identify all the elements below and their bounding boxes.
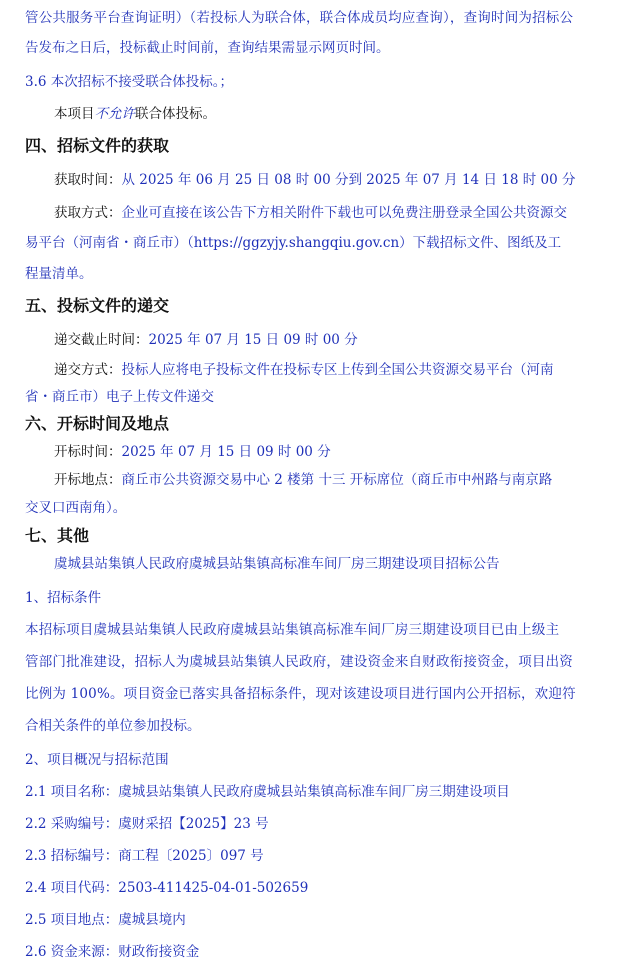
label: 开标时间： [54,444,122,460]
value: 2025 年 07 月 15 日 09 时 00 分 [148,332,358,348]
list-item: 2.1 项目名称：虞城县站集镇人民政府虞城县站集镇高标准车间厂房三期建设项目 [25,784,510,800]
list-item: 2.6 资金来源：财政衔接资金 [25,944,200,960]
obtain-time [54,170,626,190]
text-line: 管公共服务平台查询证明）（若投标人为联合体，联合体成员均应查询），查询时间为招标公 [25,10,574,26]
label: 获取方式： [54,205,122,221]
value: 商丘市公共资源交易中心 2 楼第 十三 开标席位（商丘市中州路与南京路 [121,472,553,488]
text-line: 告发布之日后，投标截止时间前，查询结果需显示网页时间。 [25,40,390,56]
text-line: 本招标项目虞城县站集镇人民政府虞城县站集镇高标准车间厂房三期建设项目已由上级主 [25,622,560,638]
label: 获取时间： [54,172,122,188]
text-line: 比例为 100%。项目资金已落实具备招标条件，现对该建设项目进行国内公开招标，欢迎符 [25,686,576,702]
opening-time [54,442,626,462]
subsection-heading: 2、项目概况与招标范围 [25,752,169,768]
consortium-statement [54,104,626,124]
text: 联合体投标。 [135,106,216,122]
submit-method [54,360,626,380]
value: 投标人应将电子投标文件在投标专区上传到全国公共资源交易平台（河南 [121,362,554,378]
section-heading-7: 七、其他 [25,526,90,545]
section-heading-6: 六、开标时间及地点 [25,414,170,433]
text-line: 管部门批准建设，招标人为虞城县站集镇人民政府，建设资金来自财政衔接资金，项目出资 [25,654,573,670]
text-line: 交叉口西南角）。 [25,500,127,516]
text-line: 易平台（河南省・商丘市）（https://ggzyjy.shangqiu.gov.cn）下载招标文件、图纸及工 [25,235,562,251]
text-line: 省・商丘市）电子上传文件递交 [25,389,214,405]
submit-deadline [54,330,626,350]
subsection-heading: 1、招标条件 [25,590,102,606]
list-item: 2.4 项目代码：2503-411425-04-01-502659 [25,880,309,896]
opening-place [54,470,626,490]
label: 递交方式： [54,362,122,378]
list-item: 2.5 项目地点：虞城县境内 [25,912,186,928]
section-heading-5: 五、投标文件的递交 [25,296,170,315]
obtain-method [54,203,626,223]
text: 本项目 [54,106,95,122]
list-item: 2.3 招标编号：商工程〔2025〕097 号 [25,848,264,864]
value: 企业可直接在该公告下方相关附件下载也可以免费注册登录全国公共资源交 [121,205,567,221]
emphasis-text: 不允许 [94,106,135,122]
section-heading-4: 四、招标文件的获取 [25,136,170,155]
label: 开标地点： [54,472,122,488]
text-line: 程量清单。 [25,266,93,282]
label: 递交截止时间： [54,332,149,348]
announcement-title: 虞城县站集镇人民政府虞城县站集镇高标准车间厂房三期建设项目招标公告 [54,556,500,572]
value: 从 2025 年 06 月 25 日 08 时 00 分到 2025 年 07 月 14 日 18 时 00 分 [121,172,576,188]
value: 2025 年 07 月 15 日 09 时 00 分 [121,444,331,460]
list-item: 2.2 采购编号：虞财采招【2025】23 号 [25,816,269,832]
text-line: 合相关条件的单位参加投标。 [25,718,201,734]
section-3-6-label: 3.6 本次招标不接受联合体投标。； [25,74,234,90]
